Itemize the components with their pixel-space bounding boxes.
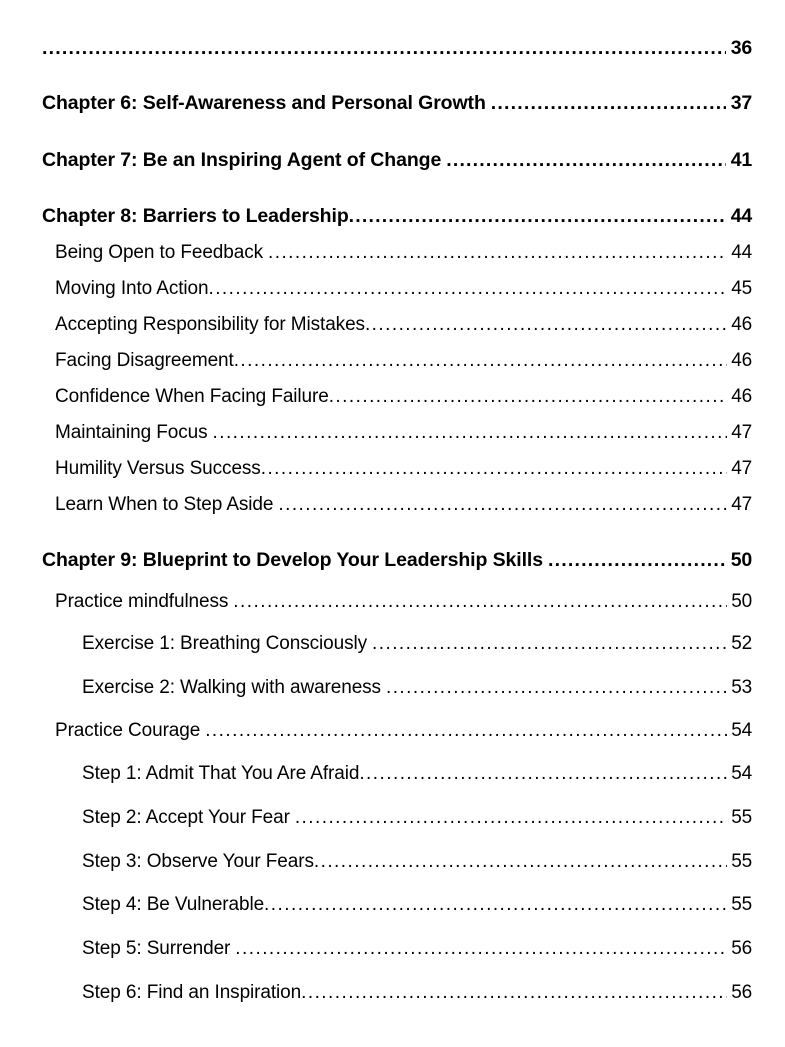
toc-entry[interactable] <box>55 242 752 264</box>
toc-page-number: 47 <box>731 494 752 515</box>
dot-leader <box>235 941 727 960</box>
toc-entry-title: Being Open to Feedback <box>55 242 263 263</box>
toc-entry[interactable] <box>42 205 752 228</box>
toc-entry[interactable] <box>82 894 752 916</box>
toc-page-number: 46 <box>731 350 752 371</box>
dot-leader <box>314 854 727 873</box>
toc-entry[interactable] <box>42 92 752 115</box>
toc-page-number: 55 <box>731 851 752 872</box>
toc-page-number: 53 <box>731 677 752 698</box>
toc-page-number: 52 <box>731 633 752 654</box>
dot-leader <box>261 461 727 480</box>
toc-page-number: 46 <box>731 386 752 407</box>
toc-entry-title: Facing Disagreement <box>55 350 234 371</box>
toc-page-number: 37 <box>730 92 752 114</box>
dot-leader <box>264 897 727 916</box>
toc-entry-title: Learn When to Step Aside <box>55 494 274 515</box>
toc-page-number: 45 <box>731 278 752 299</box>
toc-entry[interactable] <box>55 350 752 372</box>
toc-entry[interactable] <box>55 720 752 742</box>
dot-leader <box>329 389 727 408</box>
toc-entry-title: Step 3: Observe Your Fears <box>82 851 314 872</box>
toc-entry-title: Step 1: Admit That You Are Afraid <box>82 763 360 784</box>
dot-leader <box>268 245 727 264</box>
toc-entry-title: Moving Into Action <box>55 278 209 299</box>
dot-leader <box>208 281 727 300</box>
toc-entry-title: Confidence When Facing Failure <box>55 386 329 407</box>
toc-entry[interactable] <box>55 386 752 408</box>
toc-page-number: 44 <box>730 205 752 227</box>
toc-entry[interactable] <box>82 982 752 1004</box>
dot-leader <box>386 680 727 699</box>
toc-entry-title: Exercise 2: Walking with awareness <box>82 677 381 698</box>
toc-page-number: 56 <box>731 938 752 959</box>
toc-entry[interactable] <box>82 851 752 873</box>
toc-entry-title: Chapter 6: Self-Awareness and Personal Growth <box>42 92 486 114</box>
toc-page-number: 41 <box>730 149 752 171</box>
toc-entry-title: Step 4: Be Vulnerable <box>82 894 265 915</box>
toc-page-number: 47 <box>731 422 752 443</box>
dot-leader <box>42 41 726 61</box>
dot-leader <box>233 594 727 613</box>
toc-page-number: 36 <box>730 37 752 59</box>
toc-page-number: 55 <box>731 894 752 915</box>
toc-entry[interactable] <box>42 549 752 572</box>
toc-entry-title: Accepting Responsibility for Mistakes <box>55 314 365 335</box>
toc-page-number: 56 <box>731 982 752 1003</box>
toc-entry[interactable] <box>55 314 752 336</box>
toc-entry[interactable] <box>82 677 752 699</box>
toc-entry[interactable] <box>82 807 752 829</box>
toc-page-number: 47 <box>731 458 752 479</box>
toc-page-number: 50 <box>730 549 752 571</box>
toc-entry[interactable] <box>42 37 752 60</box>
toc-entry[interactable] <box>42 149 752 172</box>
toc-entry-title: Exercise 1: Breathing Consciously <box>82 633 368 654</box>
toc-entry[interactable] <box>55 422 752 444</box>
toc-entry[interactable] <box>55 494 752 516</box>
toc-page-number: 54 <box>731 763 752 784</box>
toc-entry-title: Chapter 9: Blueprint to Develop Your Leadership Skills <box>42 549 543 571</box>
dot-leader <box>446 153 726 173</box>
toc-entry-title: Practice mindfulness <box>55 591 229 612</box>
toc-entry-title: Step 2: Accept Your Fear <box>82 807 290 828</box>
toc-entry[interactable] <box>82 633 752 655</box>
toc-page-number: 55 <box>731 807 752 828</box>
toc-page-number: 54 <box>731 720 752 741</box>
dot-leader <box>548 553 726 573</box>
dot-leader <box>234 353 727 372</box>
toc-page-number: 50 <box>731 591 752 612</box>
dot-leader <box>301 985 727 1004</box>
toc-entry-title: Chapter 8: Barriers to Leadership <box>42 205 349 227</box>
toc-entry-title: Practice Courage <box>55 720 201 741</box>
toc-entry[interactable] <box>55 458 752 480</box>
dot-leader <box>205 723 727 742</box>
toc-entry-title: Step 5: Surrender <box>82 938 231 959</box>
dot-leader <box>372 636 727 655</box>
dot-leader <box>213 425 728 444</box>
toc-entry[interactable] <box>82 938 752 960</box>
toc-entry-title: Humility Versus Success <box>55 458 261 479</box>
dot-leader <box>295 810 727 829</box>
dot-leader <box>491 96 726 116</box>
toc-page-number: 44 <box>731 242 752 263</box>
toc-entry-title: Maintaining Focus <box>55 422 208 443</box>
toc-entry-title: Chapter 7: Be an Inspiring Agent of Change <box>42 149 442 171</box>
toc-entry[interactable] <box>82 763 752 785</box>
toc-entry[interactable] <box>55 591 752 613</box>
toc-page-number: 46 <box>731 314 752 335</box>
dot-leader <box>278 497 727 516</box>
dot-leader <box>365 317 727 336</box>
toc-entry[interactable] <box>55 278 752 300</box>
dot-leader <box>349 209 726 229</box>
dot-leader <box>359 766 727 785</box>
toc-entry-title: Step 6: Find an Inspiration <box>82 982 302 1003</box>
